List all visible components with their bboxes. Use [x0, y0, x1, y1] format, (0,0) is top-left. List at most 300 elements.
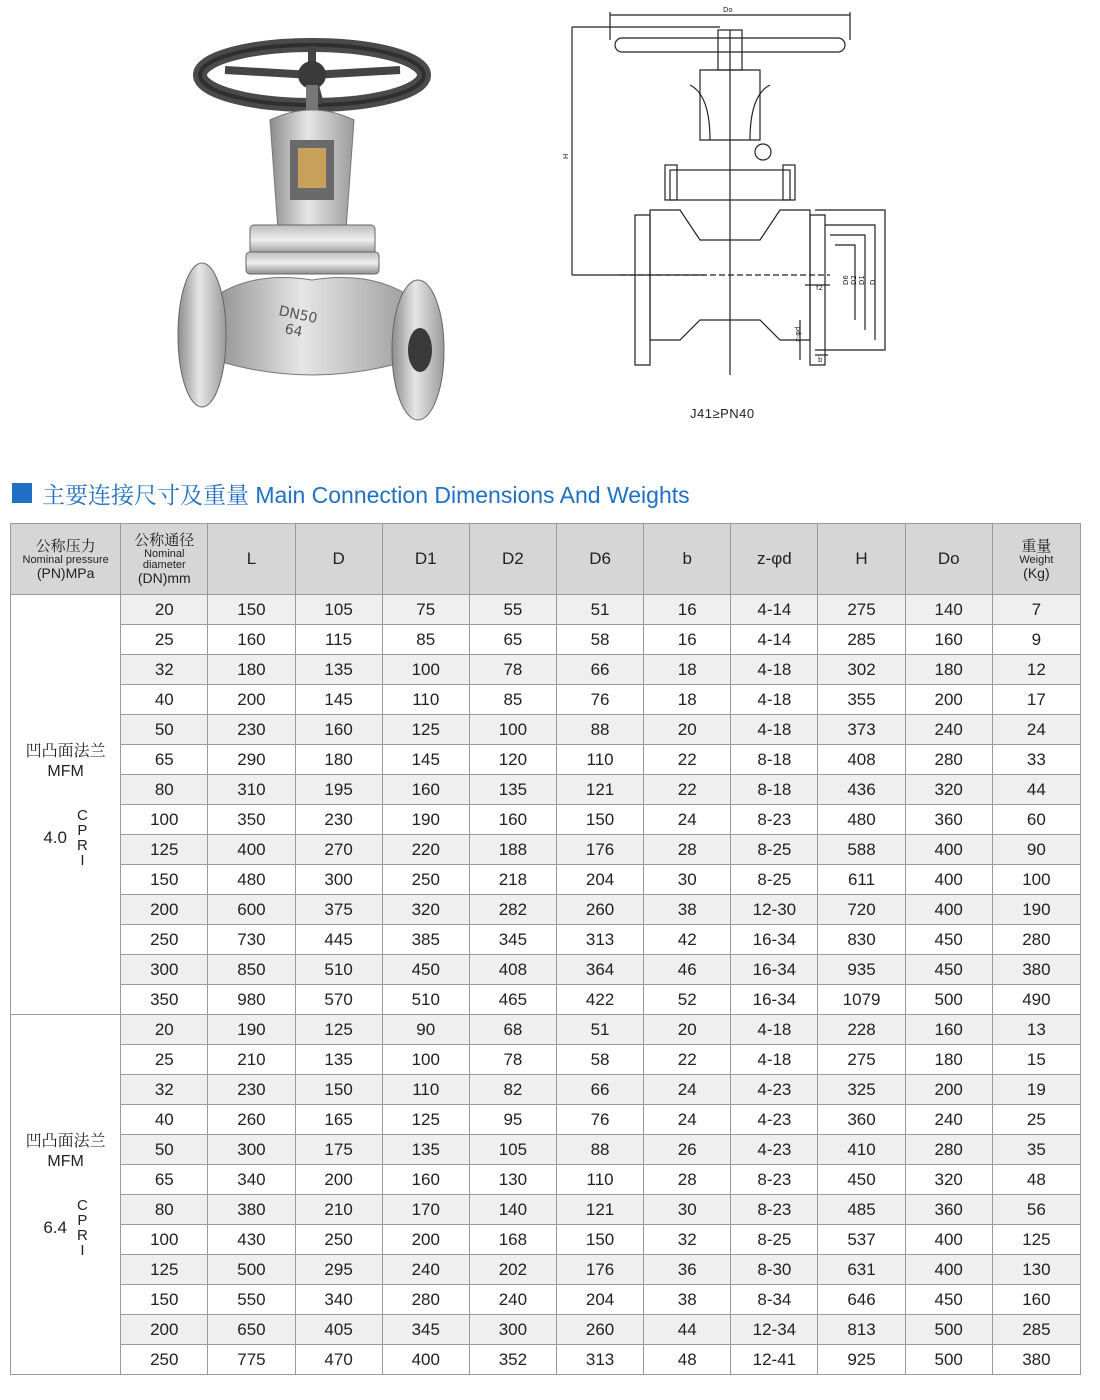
table-cell: 135 — [295, 655, 382, 685]
table-row — [11, 1255, 1081, 1285]
table-cell: 210 — [295, 1195, 382, 1225]
table-cell: 22 — [644, 775, 731, 805]
table-cell: 280 — [382, 1285, 469, 1315]
table-cell: 100 — [121, 1225, 208, 1255]
table-row — [11, 925, 1081, 955]
table-cell: 313 — [556, 925, 643, 955]
table-cell: 16-34 — [731, 925, 818, 955]
table-row — [11, 985, 1081, 1015]
table-cell: 8-30 — [731, 1255, 818, 1285]
table-cell: 375 — [295, 895, 382, 925]
table-cell: 55 — [469, 595, 556, 625]
table-cell: 980 — [208, 985, 295, 1015]
table-cell: 490 — [992, 985, 1080, 1015]
table-cell: 176 — [556, 1255, 643, 1285]
table-cell: 4-18 — [731, 685, 818, 715]
table-cell: 230 — [295, 805, 382, 835]
table-cell: 12-41 — [731, 1345, 818, 1375]
table-row — [11, 895, 1081, 925]
table-cell: 325 — [818, 1075, 905, 1105]
table-cell: 160 — [992, 1285, 1080, 1315]
table-cell: 105 — [469, 1135, 556, 1165]
table-cell: 240 — [905, 1105, 992, 1135]
table-cell: 125 — [382, 715, 469, 745]
header-nominal-pressure: 公称压力 Nominal pressure (PN)MPa — [11, 524, 121, 595]
table-cell: 650 — [208, 1315, 295, 1345]
table-row — [11, 1045, 1081, 1075]
table-cell: 200 — [121, 895, 208, 925]
table-cell: 50 — [121, 1135, 208, 1165]
table-cell: 40 — [121, 685, 208, 715]
table-row — [11, 1345, 1081, 1375]
table-cell: 175 — [295, 1135, 382, 1165]
table-cell: 82 — [469, 1075, 556, 1105]
table-cell: 190 — [992, 895, 1080, 925]
table-cell: 350 — [121, 985, 208, 1015]
table-cell: 20 — [121, 1015, 208, 1045]
table-cell: 935 — [818, 955, 905, 985]
table-cell: 120 — [469, 745, 556, 775]
table-cell: 110 — [382, 685, 469, 715]
table-row — [11, 805, 1081, 835]
table-cell: 1079 — [818, 985, 905, 1015]
table-cell: 85 — [469, 685, 556, 715]
table-cell: 400 — [905, 895, 992, 925]
table-cell: 230 — [208, 1075, 295, 1105]
svg-text:z-φd: z-φd — [794, 326, 802, 342]
table-cell: 345 — [382, 1315, 469, 1345]
table-cell: 190 — [208, 1015, 295, 1045]
table-cell: 228 — [818, 1015, 905, 1045]
svg-text:f2: f2 — [816, 284, 823, 292]
table-cell: 12-34 — [731, 1315, 818, 1345]
table-cell: 470 — [295, 1345, 382, 1375]
table-cell: 110 — [556, 745, 643, 775]
table-cell: 436 — [818, 775, 905, 805]
table-cell: 125 — [295, 1015, 382, 1045]
table-cell: 58 — [556, 1045, 643, 1075]
table-row — [11, 1165, 1081, 1195]
pressure-group-cell: 凹凸面法兰 MFM 6.4 C P R I — [11, 1015, 121, 1375]
table-cell: 8-23 — [731, 1165, 818, 1195]
section-title — [12, 478, 690, 508]
table-row — [11, 685, 1081, 715]
table-cell: 160 — [469, 805, 556, 835]
table-cell: 56 — [992, 1195, 1080, 1225]
table-cell: 38 — [644, 1285, 731, 1315]
table-cell: 160 — [295, 715, 382, 745]
table-row — [11, 1315, 1081, 1345]
table-cell: 160 — [905, 1015, 992, 1045]
table-cell: 8-34 — [731, 1285, 818, 1315]
table-cell: 260 — [556, 1315, 643, 1345]
table-cell: 340 — [208, 1165, 295, 1195]
table-cell: 17 — [992, 685, 1080, 715]
table-cell: 4-14 — [731, 625, 818, 655]
header-weight: 重量 Weight (Kg) — [992, 524, 1080, 595]
table-cell: 290 — [208, 745, 295, 775]
table-row — [11, 1225, 1081, 1255]
table-cell: 400 — [208, 835, 295, 865]
table-cell: 100 — [469, 715, 556, 745]
table-cell: 380 — [208, 1195, 295, 1225]
table-cell: 135 — [469, 775, 556, 805]
table-row — [11, 715, 1081, 745]
table-cell: 52 — [644, 985, 731, 1015]
table-cell: 78 — [469, 655, 556, 685]
table-cell: 24 — [644, 1105, 731, 1135]
table-row — [11, 955, 1081, 985]
table-cell: 160 — [905, 625, 992, 655]
table-cell: 500 — [905, 1345, 992, 1375]
header-d0: Do — [905, 524, 992, 595]
table-cell: 313 — [556, 1345, 643, 1375]
table-cell: 12 — [992, 655, 1080, 685]
header-d1: D1 — [382, 524, 469, 595]
table-cell: 150 — [121, 865, 208, 895]
table-cell: 180 — [905, 655, 992, 685]
table-cell: 320 — [905, 1165, 992, 1195]
table-cell: 46 — [644, 955, 731, 985]
table-cell: 200 — [208, 685, 295, 715]
table-cell: 90 — [992, 835, 1080, 865]
table-cell: 51 — [556, 595, 643, 625]
table-row — [11, 1195, 1081, 1225]
table-cell: 510 — [382, 985, 469, 1015]
table-cell: 180 — [295, 745, 382, 775]
table-cell: 121 — [556, 775, 643, 805]
table-cell: 12-30 — [731, 895, 818, 925]
table-cell: 78 — [469, 1045, 556, 1075]
table-cell: 445 — [295, 925, 382, 955]
table-cell: 500 — [905, 985, 992, 1015]
table-cell: 13 — [992, 1015, 1080, 1045]
table-cell: 65 — [121, 1165, 208, 1195]
table-cell: 65 — [121, 745, 208, 775]
table-cell: 150 — [295, 1075, 382, 1105]
table-cell: 8-18 — [731, 745, 818, 775]
table-cell: 32 — [644, 1225, 731, 1255]
table-cell: 270 — [295, 835, 382, 865]
table-cell: 150 — [208, 595, 295, 625]
table-cell: 180 — [208, 655, 295, 685]
table-cell: 285 — [818, 625, 905, 655]
table-cell: 360 — [818, 1105, 905, 1135]
table-cell: 135 — [382, 1135, 469, 1165]
table-cell: 66 — [556, 1075, 643, 1105]
table-cell: 210 — [208, 1045, 295, 1075]
table-cell: 8-23 — [731, 805, 818, 835]
table-cell: 280 — [992, 925, 1080, 955]
table-cell: 100 — [382, 655, 469, 685]
table-cell: 360 — [905, 805, 992, 835]
table-cell: 26 — [644, 1135, 731, 1165]
table-cell: 8-25 — [731, 1225, 818, 1255]
table-cell: 145 — [295, 685, 382, 715]
valve-section-drawing — [560, 0, 900, 380]
table-cell: 4-18 — [731, 655, 818, 685]
table-cell: 28 — [644, 835, 731, 865]
table-cell: 4-23 — [731, 1075, 818, 1105]
table-cell: 105 — [295, 595, 382, 625]
table-cell: 88 — [556, 1135, 643, 1165]
table-cell: 130 — [469, 1165, 556, 1195]
table-cell: 400 — [382, 1345, 469, 1375]
table-cell: 176 — [556, 835, 643, 865]
header-z-phi-d: z-φd — [731, 524, 818, 595]
table-cell: 200 — [382, 1225, 469, 1255]
table-cell: 240 — [469, 1285, 556, 1315]
table-row — [11, 1075, 1081, 1105]
table-cell: 450 — [905, 955, 992, 985]
table-cell: 465 — [469, 985, 556, 1015]
table-cell: 240 — [382, 1255, 469, 1285]
table-cell: 32 — [121, 1075, 208, 1105]
table-cell: 350 — [208, 805, 295, 835]
table-cell: 25 — [121, 625, 208, 655]
table-cell: 68 — [469, 1015, 556, 1045]
table-cell: 400 — [905, 865, 992, 895]
table-body — [11, 595, 1081, 1375]
table-cell: 24 — [644, 805, 731, 835]
table-cell: 450 — [905, 1285, 992, 1315]
table-cell: 300 — [295, 865, 382, 895]
section-title-text: 主要连接尺寸及重量 Main Connection Dimensions And Weights — [42, 481, 690, 508]
table-cell: 95 — [469, 1105, 556, 1135]
table-cell: 121 — [556, 1195, 643, 1225]
table-row — [11, 745, 1081, 775]
svg-text:H: H — [562, 153, 570, 159]
table-cell: 385 — [382, 925, 469, 955]
table-cell: 76 — [556, 685, 643, 715]
table-cell: 24 — [644, 1075, 731, 1105]
table-cell: 200 — [905, 685, 992, 715]
table-cell: 775 — [208, 1345, 295, 1375]
table-cell: 40 — [121, 1105, 208, 1135]
table-cell: 150 — [556, 805, 643, 835]
table-cell: 25 — [121, 1045, 208, 1075]
table-cell: 345 — [469, 925, 556, 955]
table-cell: 408 — [818, 745, 905, 775]
table-cell: 16-34 — [731, 985, 818, 1015]
table-cell: 285 — [992, 1315, 1080, 1345]
square-marker-icon — [12, 483, 32, 503]
table-cell: 110 — [556, 1165, 643, 1195]
table-cell: 204 — [556, 1285, 643, 1315]
table-cell: 500 — [208, 1255, 295, 1285]
table-row — [11, 1015, 1081, 1045]
table-cell: 125 — [382, 1105, 469, 1135]
table-cell: 60 — [992, 805, 1080, 835]
svg-text:DN50: DN50 — [277, 303, 319, 328]
table-cell: 50 — [121, 715, 208, 745]
table-cell: 4-23 — [731, 1105, 818, 1135]
table-cell: 422 — [556, 985, 643, 1015]
table-cell: 200 — [295, 1165, 382, 1195]
table-cell: 250 — [295, 1225, 382, 1255]
table-cell: 250 — [121, 925, 208, 955]
table-cell: 130 — [992, 1255, 1080, 1285]
table-cell: 100 — [992, 865, 1080, 895]
table-cell: 125 — [121, 835, 208, 865]
table-cell: 295 — [295, 1255, 382, 1285]
table-cell: 19 — [992, 1075, 1080, 1105]
table-cell: 600 — [208, 895, 295, 925]
table-cell: 8-23 — [731, 1195, 818, 1225]
table-cell: 80 — [121, 775, 208, 805]
table-cell: 44 — [644, 1315, 731, 1345]
svg-text:b: b — [818, 356, 823, 364]
table-cell: 480 — [818, 805, 905, 835]
table-cell: 202 — [469, 1255, 556, 1285]
table-cell: 190 — [382, 805, 469, 835]
table-cell: 100 — [121, 805, 208, 835]
drawing-caption: J41≥PN40 — [690, 406, 755, 421]
header-l: L — [208, 524, 295, 595]
header-d6: D6 — [556, 524, 643, 595]
table-cell: 282 — [469, 895, 556, 925]
table-cell: 430 — [208, 1225, 295, 1255]
table-cell: 20 — [644, 1015, 731, 1045]
table-cell: 450 — [905, 925, 992, 955]
table-cell: 16 — [644, 595, 731, 625]
table-cell: 4-18 — [731, 1045, 818, 1075]
table-cell: 195 — [295, 775, 382, 805]
table-cell: 30 — [644, 1195, 731, 1225]
table-cell: 66 — [556, 655, 643, 685]
table-cell: 125 — [121, 1255, 208, 1285]
table-cell: 125 — [992, 1225, 1080, 1255]
table-cell: 100 — [382, 1045, 469, 1075]
table-cell: 240 — [905, 715, 992, 745]
table-cell: 76 — [556, 1105, 643, 1135]
table-cell: 320 — [382, 895, 469, 925]
table-cell: 275 — [818, 1045, 905, 1075]
table-cell: 380 — [992, 1345, 1080, 1375]
table-cell: 65 — [469, 625, 556, 655]
table-cell: 408 — [469, 955, 556, 985]
table-cell: 631 — [818, 1255, 905, 1285]
table-cell: 611 — [818, 865, 905, 895]
table-row — [11, 595, 1081, 625]
header-nominal-diameter: 公称通径 Nominal diameter (DN)mm — [121, 524, 208, 595]
table-cell: 140 — [469, 1195, 556, 1225]
table-cell: 275 — [818, 595, 905, 625]
table-cell: 168 — [469, 1225, 556, 1255]
table-cell: 400 — [905, 1255, 992, 1285]
table-cell: 20 — [644, 715, 731, 745]
table-cell: 28 — [644, 1165, 731, 1195]
svg-text:D1: D1 — [858, 275, 866, 285]
table-cell: 4-18 — [731, 1015, 818, 1045]
header-h: H — [818, 524, 905, 595]
table-cell: 16-34 — [731, 955, 818, 985]
table-header-row — [11, 524, 1081, 595]
table-cell: 260 — [556, 895, 643, 925]
table-cell: 250 — [382, 865, 469, 895]
table-cell: 170 — [382, 1195, 469, 1225]
table-cell: 160 — [208, 625, 295, 655]
table-cell: 32 — [121, 655, 208, 685]
table-cell: 160 — [382, 1165, 469, 1195]
table-cell: 380 — [992, 955, 1080, 985]
table-cell: 88 — [556, 715, 643, 745]
table-cell: 200 — [905, 1075, 992, 1105]
table-cell: 200 — [121, 1315, 208, 1345]
table-cell: 7 — [992, 595, 1080, 625]
table-cell: 75 — [382, 595, 469, 625]
table-cell: 400 — [905, 1225, 992, 1255]
table-cell: 135 — [295, 1045, 382, 1075]
table-row — [11, 655, 1081, 685]
table-cell: 355 — [818, 685, 905, 715]
table-cell: 145 — [382, 745, 469, 775]
table-cell: 813 — [818, 1315, 905, 1345]
table-row — [11, 1135, 1081, 1165]
table-cell: 485 — [818, 1195, 905, 1225]
table-cell: 85 — [382, 625, 469, 655]
table-cell: 58 — [556, 625, 643, 655]
table-cell: 280 — [905, 745, 992, 775]
table-cell: 188 — [469, 835, 556, 865]
table-cell: 450 — [818, 1165, 905, 1195]
table-cell: 48 — [644, 1345, 731, 1375]
table-cell: 48 — [992, 1165, 1080, 1195]
header-d: D — [295, 524, 382, 595]
table-cell: 218 — [469, 865, 556, 895]
table-cell: 570 — [295, 985, 382, 1015]
table-cell: 8-25 — [731, 865, 818, 895]
table-cell: 373 — [818, 715, 905, 745]
table-cell: 646 — [818, 1285, 905, 1315]
table-cell: 24 — [992, 715, 1080, 745]
table-cell: 300 — [469, 1315, 556, 1345]
table-cell: 340 — [295, 1285, 382, 1315]
table-cell: 730 — [208, 925, 295, 955]
table-cell: 4-14 — [731, 595, 818, 625]
table-cell: 16 — [644, 625, 731, 655]
table-cell: 4-23 — [731, 1135, 818, 1165]
table-cell: 480 — [208, 865, 295, 895]
table-cell: 90 — [382, 1015, 469, 1045]
table-cell: 8-25 — [731, 835, 818, 865]
svg-text:Do: Do — [723, 6, 733, 14]
svg-text:D: D — [869, 279, 877, 285]
table-cell: 500 — [905, 1315, 992, 1345]
table-cell: 22 — [644, 745, 731, 775]
table-cell: 115 — [295, 625, 382, 655]
table-cell: 588 — [818, 835, 905, 865]
table-row — [11, 625, 1081, 655]
table-cell: 400 — [905, 835, 992, 865]
table-cell: 18 — [644, 655, 731, 685]
table-cell: 160 — [382, 775, 469, 805]
table-cell: 18 — [644, 685, 731, 715]
table-cell: 15 — [992, 1045, 1080, 1075]
pressure-group-cell: 凹凸面法兰 MFM 4.0 C P R I — [11, 595, 121, 1015]
table-cell: 850 — [208, 955, 295, 985]
valve-product-photo — [170, 30, 460, 430]
table-cell: 360 — [905, 1195, 992, 1225]
table-cell: 720 — [818, 895, 905, 925]
table-row — [11, 865, 1081, 895]
svg-text:D2: D2 — [850, 275, 858, 285]
table-cell: 38 — [644, 895, 731, 925]
table-cell: 230 — [208, 715, 295, 745]
table-cell: 20 — [121, 595, 208, 625]
table-cell: 320 — [905, 775, 992, 805]
table-cell: 364 — [556, 955, 643, 985]
